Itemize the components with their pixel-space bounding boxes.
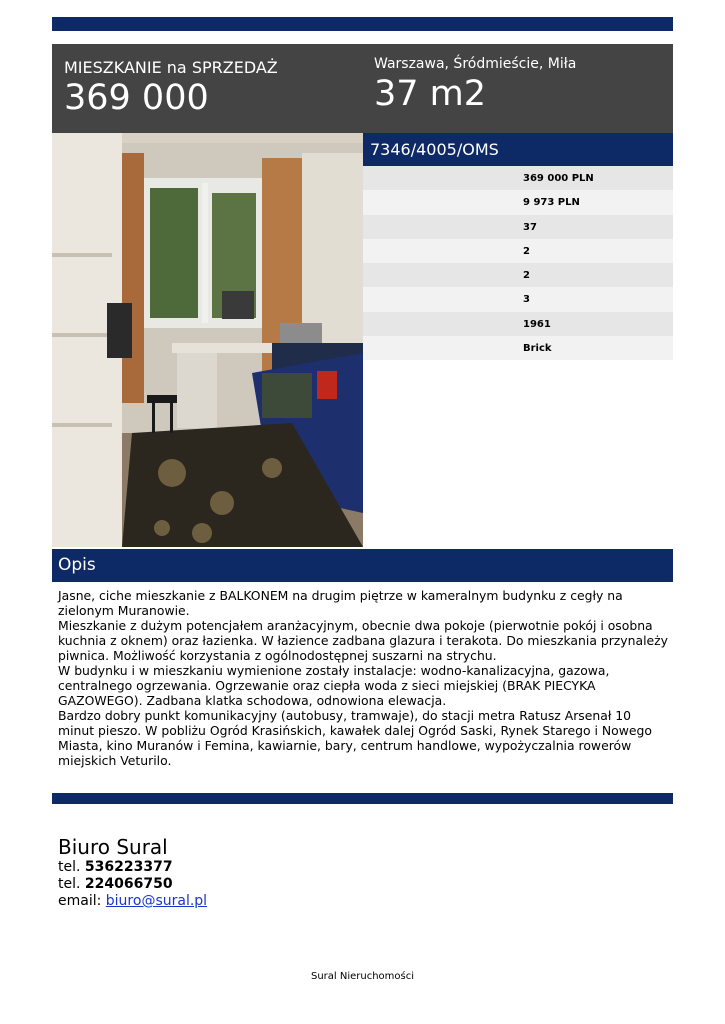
param-row [363,190,673,214]
email-line [58,893,207,910]
footer-text: Sural Nieruchomości [310,971,415,982]
property-photo [52,133,363,547]
contact-block [58,835,207,910]
description-paragraph: Jasne, ciche mieszkanie z BALKONEM na drugim piętrze w kameralnym budynku z cegły na zielonym Muranowie. [58,588,623,618]
phone-number[interactable]: 536223377 [84,859,173,875]
listing-price: 369 000 [64,78,209,118]
reference-number: 7346/4005/OMS [370,140,499,159]
listing-header [52,44,673,133]
phone-number[interactable]: 224066750 [84,876,173,892]
reference-bar [363,133,673,166]
param-row [363,166,673,190]
param-value: 9 973 PLN [523,197,580,209]
phone-line [58,876,207,893]
agency-name: Biuro Sural [58,835,168,859]
description-paragraph: W budynku i w mieszkaniu wymienione zostały instalacje: wodno-kanalizacyjna, gazowa, centralnego ogrzewania. Ogrzewanie oraz ciepła woda z sieci miejskiej (BRAK PIECYKA GAZOWEGO). Zadbana klatka schodowa, odnowiona elewacja. [58,663,610,708]
listing-area: 37 m2 [374,74,487,114]
param-value: 3 [523,294,530,306]
email-link[interactable]: biuro@sural.pl [105,893,208,909]
param-row [363,215,673,239]
tel-label: tel. [58,859,81,875]
params-table [363,166,673,360]
param-row [363,239,673,263]
param-value: 1961 [523,318,551,330]
param-row [363,287,673,311]
description-title: Opis [58,555,96,575]
tel-label: tel. [58,876,81,892]
param-value: 369 000 PLN [523,173,594,184]
email-label: email: [58,893,102,909]
param-value: Brick [523,343,552,355]
description-body [58,588,670,768]
listing-location: Warszawa, Śródmieście, Miła [374,56,577,72]
phone-line [58,859,207,876]
param-value: 2 [523,270,530,282]
description-paragraph: Bardzo dobry punkt komunikacyjny (autobusy, tramwaje), do stacji metra Ratusz Arsenał 10 minut pieszo. W pobliżu Ogród Krasińskich, kawałek dalej Ogród Saski, Rynek Starego i Nowego Miasta, kino Muranów i Femina, kawiarnie, bary, centrum handlowe, wypożyczalnia rowerów miejskich Veturilo. [58,708,652,768]
top-divider-bar [52,17,673,31]
section-divider-bar [52,793,673,804]
listing-type: MIESZKANIE na SPRZEDAŻ [64,58,278,77]
param-row [363,263,673,287]
param-value: 2 [523,245,530,257]
param-row [363,312,673,336]
description-paragraph: Mieszkanie z dużym potencjałem aranżacyjnym, obecnie dwa pokoje (pierwotnie pokój i osobna kuchnia z oknem) oraz łazienka. W łazience zadbana glazura i terakota. Do mieszkania przynależy piwnica. Możliwość korzystania z ogólnodostępnej suszarni na strychu. [58,618,668,663]
description-bar [52,549,673,582]
param-value: 37 [523,221,537,233]
param-row [363,336,673,360]
